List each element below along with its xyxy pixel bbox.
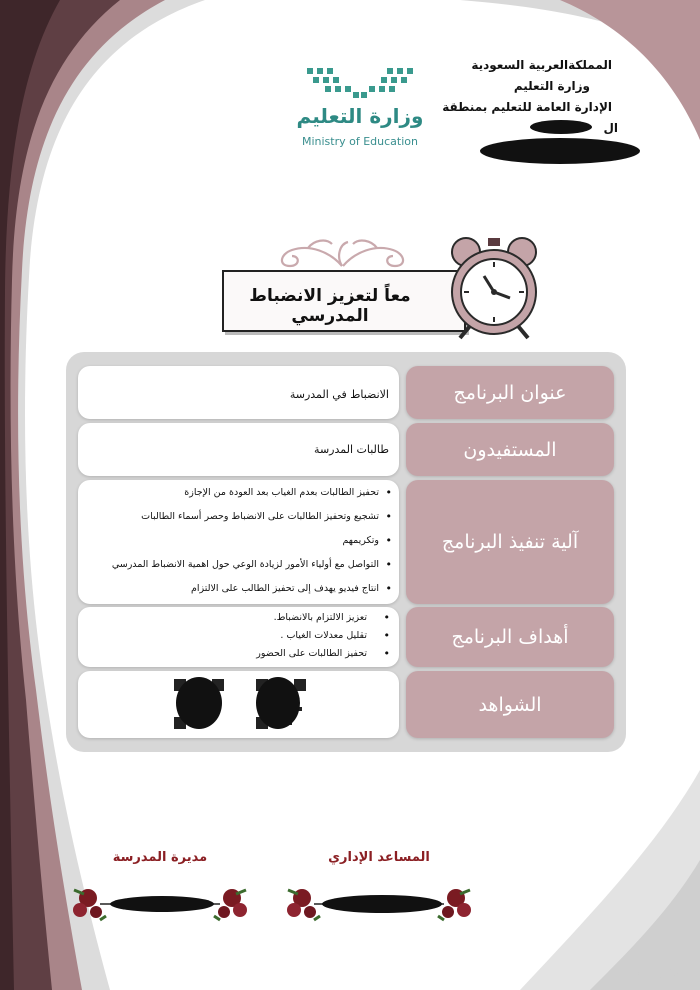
principal-signature-block: [70, 876, 250, 926]
beneficiaries-cell: [78, 423, 399, 476]
redaction-mark: [530, 120, 592, 134]
ministry-logo: [295, 62, 425, 152]
row-evidence: [78, 671, 614, 738]
assistant-label: المساعد الإداري: [328, 850, 430, 865]
goals-cell: [78, 607, 399, 667]
row-beneficiaries: [78, 423, 614, 476]
page-title: معاً لتعزيز الانضباط المدرسي: [249, 286, 411, 326]
list-item: • تحفيز الطالبات على الحضور: [82, 647, 377, 660]
program-title-cell: [78, 366, 399, 419]
qr-code-icon: [172, 677, 226, 731]
beneficiaries-value: طالبات المدرسة: [314, 443, 389, 456]
header-region: ال: [603, 121, 618, 135]
program-title-value: الانضباط في المدرسة: [289, 388, 389, 401]
ornament-flourish-icon: [270, 232, 415, 272]
list-item: • انتاج فيديو يهدف إلى تحفيز الطالب على الالتزام: [82, 582, 379, 595]
row-mechanism: [78, 480, 614, 604]
row-goals: [78, 607, 614, 667]
list-item: • تعزيز الالتزام بالانضباط.: [82, 611, 377, 624]
evidence-cell: [78, 671, 399, 738]
principal-label: مديرة المدرسة: [112, 850, 208, 865]
header-kingdom: المملكةالعربية السعودية: [471, 58, 612, 72]
qr-code-icon: [254, 677, 308, 731]
evidence-label: الشواهد: [406, 671, 614, 738]
list-item: • تحفيز الطالبات بعدم الغياب بعد العودة من الإجازة: [82, 486, 379, 499]
mechanism-label: آلية تنفيذ البرنامج: [406, 480, 614, 604]
watermark: حراج: [636, 961, 680, 982]
header-ministry: وزارة التعليم: [513, 79, 590, 93]
row-program-title: [78, 366, 614, 419]
redaction-mark: [480, 138, 640, 164]
logo-dots-icon: [295, 62, 425, 102]
list-item: • التواصل مع أولياء الأمور لزيادة الوعي حول اهمية الانضباط المدرسي: [82, 558, 379, 571]
alarm-clock-icon: [446, 232, 542, 340]
beneficiaries-label: المستفيدون: [406, 423, 614, 476]
list-item: • وتكريمهم: [82, 534, 379, 547]
program-title-label: عنوان البرنامج: [406, 366, 614, 419]
logo-english-text: Ministry of Education: [301, 135, 418, 148]
list-item: • تشجيع وتحفيز الطالبات على الانضباط وحصر أسماء الطالبات: [82, 510, 379, 523]
goals-label: أهداف البرنامج: [406, 607, 614, 667]
list-item: • تقليل معدلات الغياب .: [82, 629, 377, 642]
header-admin: الإدارة العامة للتعليم بمنطقة: [442, 100, 612, 114]
goals-list: [82, 611, 391, 660]
mechanism-cell: [78, 480, 399, 604]
title-banner: [222, 270, 466, 332]
mechanism-list: [82, 486, 393, 595]
logo-arabic-text: وزارة التعليم: [296, 104, 424, 128]
assistant-signature-block: [284, 876, 474, 926]
